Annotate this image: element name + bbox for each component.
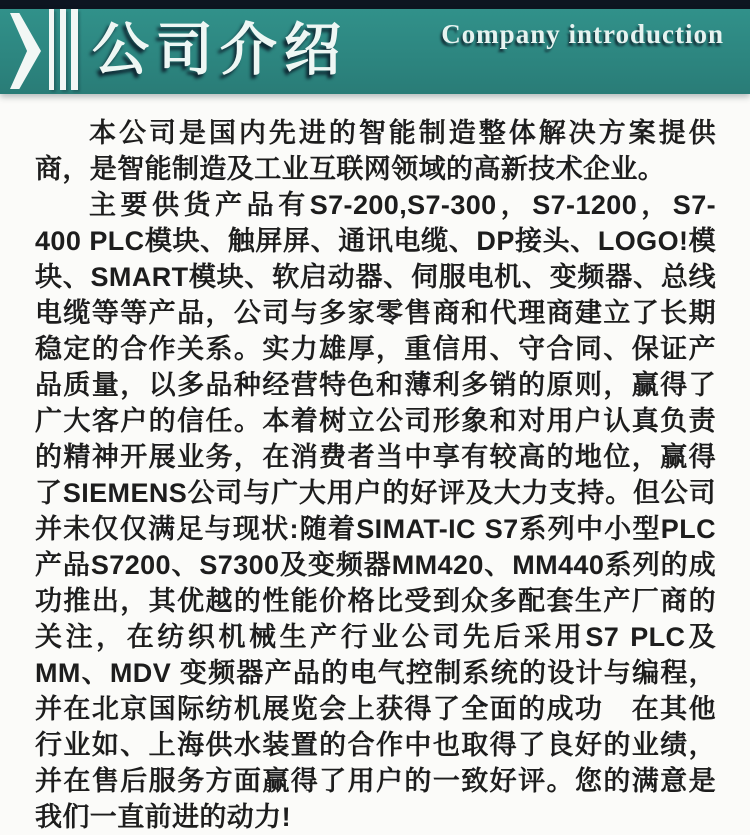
- vertical-stripe-icon: [60, 9, 66, 90]
- paragraph-products-and-business: 主要供货产品有S7-200,S7-300，S7-1200，S7-400 PLC模块、触屏屏、通讯电缆、DP接头、LOGO!模块、SMART模块、软启动器、伺服电机、变频器、总线电缆等等产品，公司与多家零售商和代理商建立了长期稳定的合作关系。实力雄厚，重信用、守合同、保证产品质量，以多品种经营特色和薄利多销的原则，赢得了广大客户的信任。本着树立公司形象和对用户认真负责的精神开展业务，在消费者当中享有较高的地位，赢得了SIEMENS公司与广大用户的好评及大力支持。但公司并未仅仅满足与现状:随着SIMAT-IC S7系列中小型PLC产品S7200、S7300及变频器MM420、MM440系列的成功推出，其优越的性能价格比受到众多配套生产厂商的关注，在纺织机械生产行业公司先后采用S7 PLC及 MM、MDV 变频器产品的电气控制系统的设计与编程，并在北京国际纺机展览会上获得了全面的成功 在其他行业如、上海供水装置的合作中也取得了良好的业绩，并在售后服务方面赢得了用户的一致好评。您的满意是我们一直前进的动力!: [35, 190, 716, 832]
- top-dark-bar: [0, 0, 750, 9]
- vertical-stripe-icon: [71, 9, 78, 90]
- vertical-stripe-icon: [49, 9, 54, 90]
- page-subtitle-english: Company introduction: [441, 19, 724, 49]
- chevron-right-icon: [10, 13, 41, 89]
- header-banner: [0, 9, 750, 94]
- page-title: 公司介绍: [92, 18, 348, 82]
- paragraph-company-overview: 本公司是国内先进的智能制造整体解决方案提供商，是智能制造及工业互联网领域的高新技术企业。: [35, 118, 716, 184]
